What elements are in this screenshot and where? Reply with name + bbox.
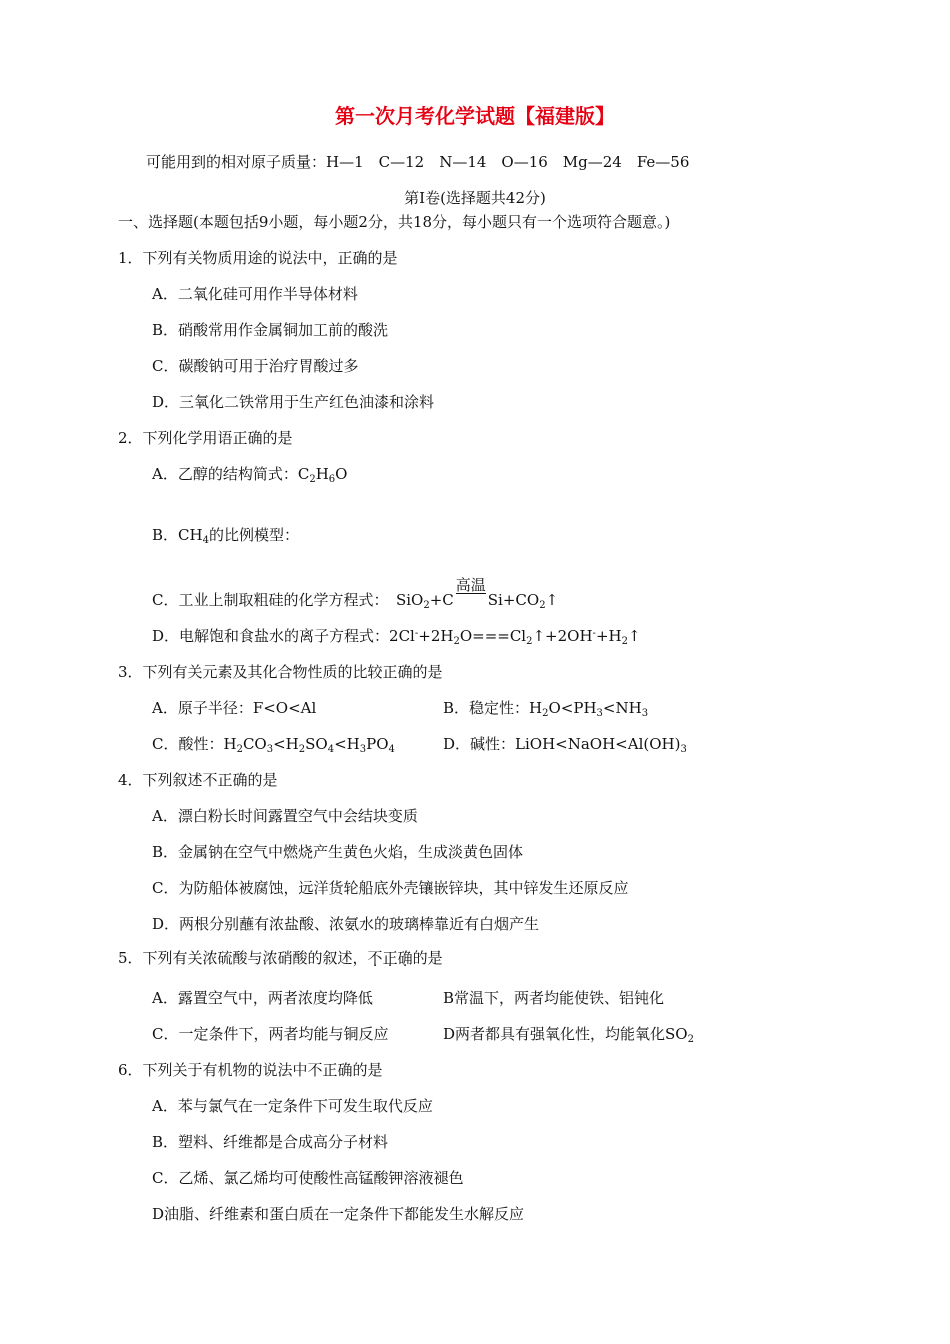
- page-title: 第一次月考化学试题【福建版】: [335, 104, 615, 128]
- q6-stem: 6．下列关于有机物的说法中不正确的是: [118, 1061, 383, 1079]
- q5-option-a: A．露置空气中，两者浓度均降低: [152, 989, 373, 1007]
- q6-option-a: A．苯与氯气在一定条件下可发生取代反应: [152, 1097, 433, 1115]
- q4-option-a: A．漂白粉长时间露置空气中会结块变质: [152, 807, 418, 825]
- q6-option-c: C．乙烯、氯乙烯均可使酸性高锰酸钾溶液褪色: [152, 1169, 464, 1187]
- reaction-condition: 高温: [455, 576, 486, 594]
- q5-stem: 5．下列有关浓硫酸与浓硝酸的叙述，不正确的是: [118, 949, 443, 967]
- q1-stem: 1．下列有关物质用途的说法中，正确的是: [118, 249, 398, 267]
- atomic-masses: 可能用到的相对原子质量：H—1 C—12 N—14 O—16 Mg—24 Fe—56: [146, 153, 690, 171]
- q6-option-b: B．塑料、纤维都是合成高分子材料: [152, 1133, 389, 1151]
- q3-option-b: B．稳定性：$H_2O<PH_3<NH_3$: [443, 699, 649, 719]
- q2-stem: 2．下列化学用语正确的是: [118, 429, 293, 447]
- q3-option-a: A．原子半径：F<O<Al: [152, 699, 317, 717]
- q5-option-d: D两者都具有强氧化性，均能氧化$SO_2$: [443, 1025, 694, 1045]
- q3-option-c: C．酸性：$H_2CO_3<H_2SO_4<H_3PO_4$: [152, 735, 395, 755]
- q3-option-d: D．碱性：$LiOH<NaOH<Al(OH)_3$: [443, 735, 687, 755]
- q5-option-c: C．一定条件下，两者均能与铜反应: [152, 1025, 389, 1043]
- q1-option-d: D．三氧化二铁常用于生产红色油漆和涂料: [152, 393, 435, 411]
- section-heading: 一、选择题(本题包括9小题，每小题2分，共18分，每小题只有一个选项符合题意。): [118, 213, 671, 231]
- q1-option-b: B．硝酸常用作金属铜加工前的酸洗: [152, 321, 389, 339]
- q4-option-b: B．金属钠在空气中燃烧产生黄色火焰，生成淡黄色固体: [152, 843, 524, 861]
- part-heading: 第Ⅰ卷(选择题共42分): [404, 189, 546, 207]
- q5-option-b: B常温下，两者均能使铁、铝钝化: [443, 989, 665, 1007]
- q1-option-c: C．碳酸钠可用于治疗胃酸过多: [152, 357, 359, 375]
- emphasis-char: 正: [382, 949, 398, 967]
- emphasis-char: 不: [367, 949, 383, 967]
- q2-option-b: B．$CH_4$的比例模型：: [152, 526, 299, 546]
- q4-option-d: D．两根分别蘸有浓盐酸、浓氨水的玻璃棒靠近有白烟产生: [152, 915, 540, 933]
- q4-option-c: C．为防船体被腐蚀，远洋货轮船底外壳镶嵌锌块，其中锌发生还原反应: [152, 879, 629, 897]
- emphasis-char: 确: [397, 949, 413, 967]
- q4-stem: 4．下列叙述不正确的是: [118, 771, 278, 789]
- q1-option-a: A．二氧化硅可用作半导体材料: [152, 285, 358, 303]
- q2-option-c: C．工业上制取粗硅的化学方程式： SiO$_2$+C 高温 $Si+CO_2↑$: [152, 576, 559, 611]
- q2-option-d: D．电解饱和食盐水的离子方程式：$2Cl^-+2H_2O===Cl_2↑+2OH^-+H_2↑$: [152, 627, 641, 647]
- q3-stem: 3．下列有关元素及其化合物性质的比较正确的是: [118, 663, 443, 681]
- q2-option-a: A．乙醇的结构简式：$C_2H_6O$: [152, 465, 348, 485]
- q6-option-d: D油脂、纤维素和蛋白质在一定条件下都能发生水解反应: [152, 1205, 525, 1223]
